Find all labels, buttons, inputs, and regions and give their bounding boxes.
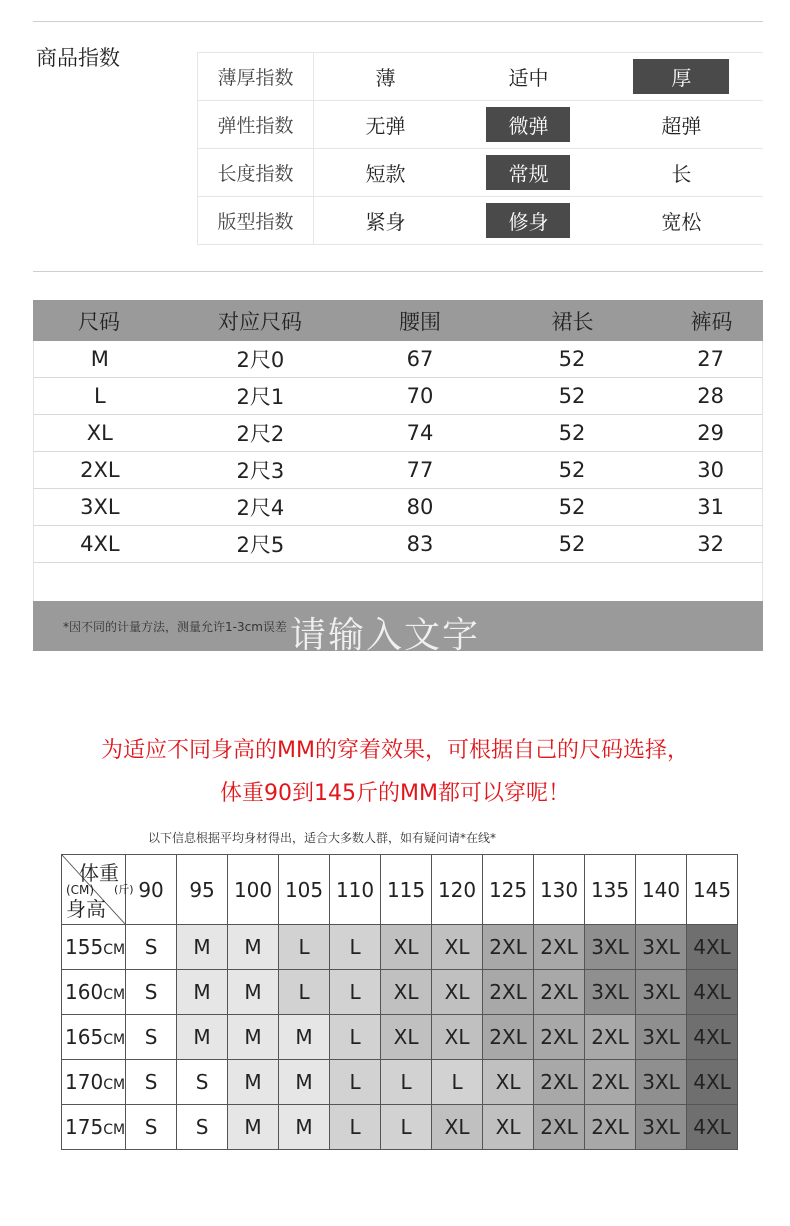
- weight-header-cell: 135: [585, 855, 636, 925]
- height-header-cell: [62, 970, 126, 1015]
- weight-header-cell: 120: [432, 855, 483, 925]
- mapped-size-cell: 2尺5: [236, 533, 285, 557]
- size-recommendation-cell: 3XL: [636, 1015, 687, 1060]
- height-header-cell: [62, 1015, 126, 1060]
- attribute-row: [198, 101, 764, 149]
- measurement-note: *因不同的计量方法，测量允许1-3cm误差: [63, 620, 287, 634]
- promo-line-2: 体重90到145斤的MM都可以穿呢！: [220, 781, 570, 806]
- attribute-option: 超弹: [661, 114, 702, 138]
- mapped-size-cell: 2尺2: [236, 422, 285, 446]
- size-recommendation-cell: 3XL: [636, 970, 687, 1015]
- pants-size-cell: 29: [697, 421, 724, 445]
- size-recommendation-cell: 4XL: [687, 1015, 738, 1060]
- attribute-option: 长: [671, 162, 692, 186]
- size-table: [33, 300, 763, 656]
- pants-size-cell: 30: [697, 458, 724, 482]
- skirt-length-cell: 52: [558, 495, 586, 519]
- weight-header-cell: 105: [279, 855, 330, 925]
- attribute-row: [198, 197, 764, 245]
- weight-header-cell: 110: [330, 855, 381, 925]
- size-cell: 3XL: [80, 495, 120, 519]
- grid-row: [62, 1015, 738, 1060]
- size-recommendation-cell: S: [126, 925, 177, 970]
- pants-size-cell: 31: [697, 495, 724, 519]
- size-recommendation-cell: XL: [432, 925, 483, 970]
- size-recommendation-cell: 3XL: [636, 1060, 687, 1105]
- size-recommendation-cell: L: [432, 1060, 483, 1105]
- size-recommendation-cell: 2XL: [483, 1015, 534, 1060]
- height-value: 175: [65, 1115, 104, 1139]
- skirt-length-cell: 52: [558, 347, 586, 371]
- table-row: [33, 415, 763, 452]
- attribute-label: 长度指数: [198, 149, 314, 197]
- size-recommendation-cell: 4XL: [687, 925, 738, 970]
- mapped-size-cell: 2尺1: [236, 385, 285, 409]
- size-cell: XL: [86, 421, 113, 445]
- size-recommendation-cell: M: [279, 1015, 330, 1060]
- skirt-length-cell: 52: [558, 384, 586, 408]
- attribute-row: [198, 53, 764, 101]
- attribute-option: 短款: [365, 162, 406, 186]
- size-recommendation-cell: XL: [381, 970, 432, 1015]
- table-row: [33, 452, 763, 489]
- attribute-label: 版型指数: [198, 197, 314, 245]
- attribute-option-selected: 微弹: [486, 107, 570, 142]
- promo-line-1: 为适应不同身高的MM的穿着效果，可根据自己的尺码选择，: [101, 738, 689, 763]
- size-recommendation-cell: S: [177, 1105, 228, 1150]
- size-recommendation-cell: 2XL: [534, 1060, 585, 1105]
- table-row: [33, 489, 763, 526]
- size-recommendation-cell: XL: [432, 1105, 483, 1150]
- size-cell: L: [93, 384, 106, 408]
- skirt-length-cell: 52: [558, 458, 586, 482]
- size-table-blank-row: [33, 563, 763, 601]
- size-recommendation-cell: M: [177, 1015, 228, 1060]
- attribute-index-table: [197, 52, 763, 245]
- size-recommendation-cell: 4XL: [687, 970, 738, 1015]
- size-recommendation-cell: 2XL: [534, 1015, 585, 1060]
- size-note-bar: [33, 601, 763, 656]
- height-value: 160: [65, 980, 104, 1004]
- size-recommendation-cell: M: [279, 1060, 330, 1105]
- attribute-option: 宽松: [661, 210, 702, 234]
- attribute-option: 适中: [508, 66, 549, 90]
- skirt-length-cell: 52: [558, 532, 586, 556]
- size-recommendation-cell: XL: [432, 970, 483, 1015]
- size-recommendation-cell: L: [330, 970, 381, 1015]
- grid-row: [62, 1105, 738, 1150]
- size-recommendation-cell: 3XL: [636, 925, 687, 970]
- attribute-option-cell: [457, 101, 600, 149]
- waist-cell: 67: [406, 347, 434, 371]
- attribute-option-selected: 厚: [633, 59, 729, 94]
- corner-cm-label: (CM): [66, 883, 95, 897]
- height-header-cell: [62, 1105, 126, 1150]
- attribute-option: 无弹: [365, 114, 406, 138]
- size-recommendation-cell: L: [330, 1015, 381, 1060]
- size-recommendation-cell: 2XL: [483, 970, 534, 1015]
- height-unit: CM: [103, 1122, 126, 1138]
- waist-cell: 77: [406, 458, 434, 482]
- height-unit: CM: [103, 1032, 126, 1048]
- attribute-label: 薄厚指数: [198, 53, 314, 101]
- height-value: 170: [65, 1070, 104, 1094]
- size-recommendation-cell: L: [330, 1105, 381, 1150]
- size-recommendation-cell: 2XL: [483, 925, 534, 970]
- mapped-size-cell: 2尺3: [236, 459, 285, 483]
- size-recommendation-cell: 2XL: [585, 1060, 636, 1105]
- waist-cell: 74: [406, 421, 434, 445]
- size-recommendation-cell: XL: [432, 1015, 483, 1060]
- size-recommendation-cell: 2XL: [585, 1105, 636, 1150]
- attribute-option: 紧身: [365, 210, 406, 234]
- height-header-cell: [62, 925, 126, 970]
- size-recommendation-cell: 3XL: [585, 970, 636, 1015]
- size-recommendation-cell: S: [126, 1105, 177, 1150]
- attribute-option-cell: [600, 149, 763, 197]
- height-header-cell: [62, 1060, 126, 1105]
- weight-header-cell: 130: [534, 855, 585, 925]
- size-recommendation-cell: 2XL: [534, 1105, 585, 1150]
- size-recommendation-cell: 2XL: [534, 925, 585, 970]
- weight-header-cell: 100: [228, 855, 279, 925]
- size-recommendation-cell: L: [279, 970, 330, 1015]
- attribute-option-selected: 常规: [486, 155, 570, 190]
- size-recommendation-cell: 3XL: [636, 1105, 687, 1150]
- height-unit: CM: [103, 942, 126, 958]
- size-recommendation-cell: M: [228, 970, 279, 1015]
- header-mapped-size: 对应尺码: [218, 309, 302, 334]
- grid-corner: [62, 855, 134, 925]
- size-cell: 2XL: [80, 458, 120, 482]
- size-recommendation-cell: XL: [381, 925, 432, 970]
- weight-header-cell: 125: [483, 855, 534, 925]
- mapped-size-cell: 2尺4: [236, 496, 285, 520]
- size-table-header: [33, 300, 763, 341]
- attribute-option-selected: 修身: [486, 203, 570, 238]
- grid-row: [62, 925, 738, 970]
- skirt-length-cell: 52: [558, 421, 586, 445]
- weight-header-cell: 95: [177, 855, 228, 925]
- table-row: [33, 378, 763, 415]
- header-pants-size: 裤码: [690, 309, 733, 334]
- pants-size-cell: 32: [697, 532, 724, 556]
- watermark-text: 请输入文字: [290, 615, 481, 656]
- size-recommendation-cell: 2XL: [534, 970, 585, 1015]
- pants-size-cell: 28: [697, 384, 724, 408]
- waist-cell: 70: [406, 384, 434, 408]
- table-row: [33, 526, 763, 563]
- size-recommendation-cell: S: [177, 1060, 228, 1105]
- size-recommendation-cell: M: [228, 925, 279, 970]
- section-title: 商品指数: [36, 46, 120, 70]
- size-recommendation-cell: 4XL: [687, 1105, 738, 1150]
- size-recommendation-cell: XL: [381, 1015, 432, 1060]
- attribute-option-cell: [457, 53, 600, 101]
- size-recommendation-cell: M: [177, 970, 228, 1015]
- middle-divider: [33, 271, 763, 272]
- table-row: [33, 341, 763, 378]
- attribute-label: 弹性指数: [198, 101, 314, 149]
- attribute-option-cell: [314, 197, 458, 245]
- header-waist: 腰围: [399, 309, 441, 334]
- grid-row: [62, 1060, 738, 1105]
- size-recommendation-cell: L: [330, 925, 381, 970]
- attribute-option: 薄: [375, 66, 396, 90]
- size-recommendation-cell: 4XL: [687, 1060, 738, 1105]
- waist-cell: 80: [406, 495, 434, 519]
- corner-jin-label: (斤): [114, 883, 134, 896]
- size-recommendation-cell: XL: [483, 1060, 534, 1105]
- waist-cell: 83: [406, 532, 434, 556]
- attribute-option-cell: [457, 197, 600, 245]
- size-recommendation-cell: 3XL: [585, 925, 636, 970]
- size-recommendation-cell: S: [126, 1060, 177, 1105]
- corner-weight-label: 体重: [79, 861, 120, 885]
- height-value: 165: [65, 1025, 104, 1049]
- info-note: 以下信息根据平均身材得出，适合大多数人群，如有疑问请*在线*: [148, 831, 497, 845]
- size-recommendation-cell: XL: [483, 1105, 534, 1150]
- size-recommendation-cell: L: [381, 1105, 432, 1150]
- attribute-row: [198, 149, 764, 197]
- corner-height-label: 身高: [66, 897, 106, 921]
- size-cell: 4XL: [80, 532, 120, 556]
- attribute-option-cell: [314, 149, 458, 197]
- attribute-option-cell: [600, 197, 763, 245]
- size-recommendation-cell: M: [228, 1015, 279, 1060]
- height-unit: CM: [103, 1077, 126, 1093]
- size-recommendation-cell: L: [330, 1060, 381, 1105]
- size-cell: M: [90, 347, 109, 371]
- attribute-option-cell: [600, 53, 763, 101]
- header-size: 尺码: [78, 309, 120, 334]
- size-recommendation-cell: L: [381, 1060, 432, 1105]
- size-recommendation-cell: S: [126, 1015, 177, 1060]
- weight-header-cell: 145: [687, 855, 738, 925]
- attribute-option-cell: [314, 101, 458, 149]
- height-unit: CM: [103, 987, 126, 1003]
- size-recommendation-cell: M: [279, 1105, 330, 1150]
- top-divider: [33, 21, 763, 22]
- height-value: 155: [65, 935, 104, 959]
- grid-header-row: [62, 855, 738, 925]
- pants-size-cell: 27: [697, 347, 724, 371]
- height-weight-grid: [61, 854, 738, 1150]
- weight-header-cell: 140: [636, 855, 687, 925]
- weight-header-cell: 90: [126, 855, 177, 925]
- size-recommendation-cell: S: [126, 970, 177, 1015]
- weight-header-cell: 115: [381, 855, 432, 925]
- attribute-option-cell: [600, 101, 763, 149]
- attribute-option-cell: [314, 53, 458, 101]
- grid-row: [62, 970, 738, 1015]
- size-recommendation-cell: M: [228, 1105, 279, 1150]
- size-recommendation-cell: 2XL: [585, 1015, 636, 1060]
- size-recommendation-cell: M: [177, 925, 228, 970]
- mapped-size-cell: 2尺0: [236, 348, 285, 372]
- header-skirt-length: 裙长: [551, 309, 594, 334]
- attribute-option-cell: [457, 149, 600, 197]
- size-recommendation-cell: M: [228, 1060, 279, 1105]
- size-recommendation-cell: L: [279, 925, 330, 970]
